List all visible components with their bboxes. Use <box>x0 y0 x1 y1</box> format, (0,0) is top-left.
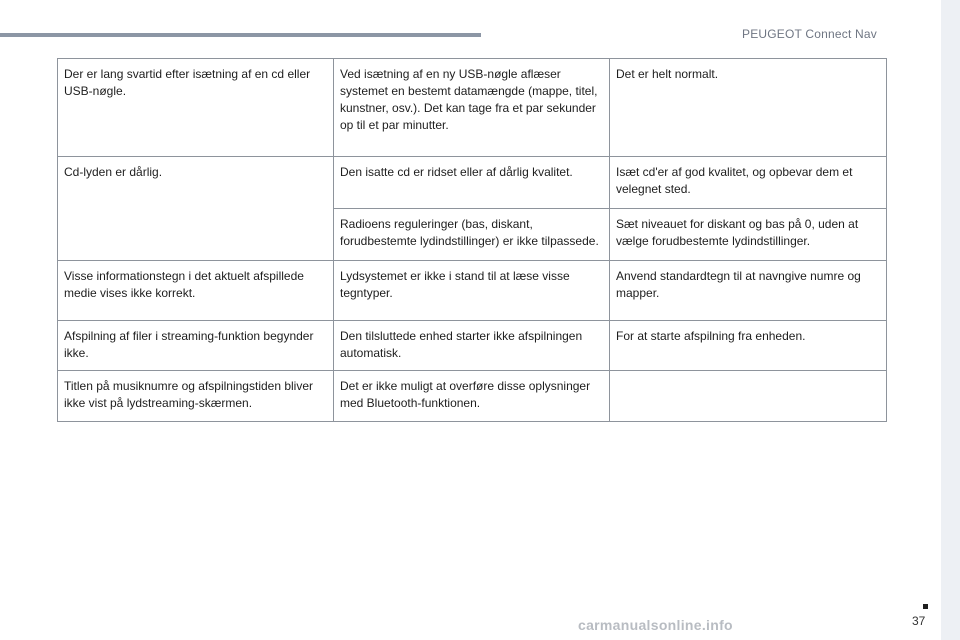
watermark: carmanualsonline.info <box>578 617 733 633</box>
table-row <box>58 371 887 422</box>
problem-cell: Titlen på musiknumre og afspilningstiden bliver ikke vist på lydstreaming-skærmen. <box>58 371 334 422</box>
solution-cell: Sæt niveauet for diskant og bas på 0, uden at vælge forudbestemte lydindstillinger. <box>610 209 887 261</box>
table-row <box>58 261 887 321</box>
cause-cell: Den tilsluttede enhed starter ikke afspilningen automatisk. <box>334 321 610 371</box>
solution-cell: For at starte afspilning fra enheden. <box>610 321 887 371</box>
header-rule <box>0 33 481 37</box>
header-title: PEUGEOT Connect Nav <box>742 27 877 41</box>
cause-cell: Lydsystemet er ikke i stand til at læse visse tegntyper. <box>334 261 610 321</box>
page-marker-icon <box>923 604 928 609</box>
problem-cell: Visse informationstegn i det aktuelt afspillede medie vises ikke korrekt. <box>58 261 334 321</box>
solution-cell: Isæt cd'er af god kvalitet, og opbevar dem et velegnet sted. <box>610 157 887 209</box>
cause-cell: Ved isætning af en ny USB-nøgle aflæser systemet en bestemt datamængde (mappe, titel, kunstner, osv.). Det kan tage fra et par sekunder op til et par minutter. <box>334 59 610 157</box>
table-row <box>58 157 887 209</box>
cause-cell: Radioens reguleringer (bas, diskant, forudbestemte lydindstillinger) er ikke tilpassede. <box>334 209 610 261</box>
page-number: 37 <box>912 614 926 628</box>
table-row <box>58 59 887 157</box>
problem-cell: Afspilning af filer i streaming-funktion begynder ikke. <box>58 321 334 371</box>
troubleshooting-table <box>57 58 887 422</box>
solution-cell: Det er helt normalt. <box>610 59 887 157</box>
problem-cell: Der er lang svartid efter isætning af en cd eller USB-nøgle. <box>58 59 334 157</box>
problem-cell: Cd-lyden er dårlig. <box>58 157 334 261</box>
page-side-band <box>941 0 960 640</box>
table-row <box>58 321 887 371</box>
solution-cell: Anvend standardtegn til at navngive numre og mapper. <box>610 261 887 321</box>
solution-cell <box>610 371 887 422</box>
cause-cell: Den isatte cd er ridset eller af dårlig kvalitet. <box>334 157 610 209</box>
cause-cell: Det er ikke muligt at overføre disse oplysninger med Bluetooth-funktionen. <box>334 371 610 422</box>
